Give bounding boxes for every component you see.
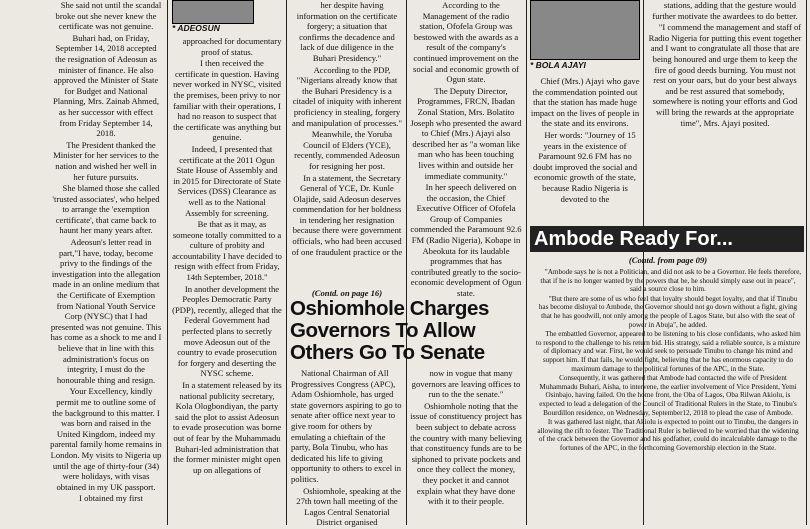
paragraph: In her speech delivered on the occasion, the Chief Executive Officer of Ofofela Group of Companies commended the Paramount 92.6 FM (Radio Nigeria), Kobape in Abeokuta for its laudable programmes that has contributed greatly to the socio-economic development of Ogun state.	[410, 182, 522, 299]
paragraph: Indeed, I presented that certificate at the 2011 Ogun State House of Assembly and in 2015 for Directorate of State Services (DSS) Clearance as well as to the National Assembly for screening.	[173, 143, 281, 218]
continued-label: (Contd. on page 16)	[311, 288, 383, 298]
paragraph: Be that as it may, as someone totally committed to a culture of probity and accountability I have decided to resign with effect from Friday, 14th September, 2018."	[172, 219, 282, 283]
article-column-1	[50, 0, 162, 505]
paragraph: In another development the Peoples Democratic Party (PDP), recently, alleged that the Federal Government had perfected plans to secretly move Adeosun out of the country to evade prosecution for forgery and deserting the NYSC scheme.	[172, 283, 282, 379]
article-column-5	[530, 76, 640, 205]
paragraph: "Ambode says he is not a Politician, and did not ask to be a Governor. He feels therefore, that if he is no longer wanted by the powers that be, he should simply ease out in peace", said a source close to him.	[540, 268, 802, 294]
paragraph: Buhari had, on Friday, September 14, 2018 accepted the resignation of Adeosun as minister of finance. He also approved the Minister of State for Budget and National Planning, Mrs. Zainab Ahmed, as her successor with effect from Friday September 14, 2018.	[53, 32, 159, 139]
paragraph: Adeosun's letter read in part,"I have, today, become privy to the findings of the investigation into the allegation made in an online medium that the Certificate of Exemption from National Youth Service Corp (NYSC) that I had presented was not genuine. This has come as a shock to me and I believe that in line with this administration's focus on integrity, I must do the honourable thing and resign.	[50, 237, 162, 385]
paragraph: stations, adding that the gesture would further motivate the awardees to do better.	[652, 0, 798, 21]
paragraph: "But there are some of us who feel that loyalty should beget loyalty, and that if Tinubu has become disloyal to Ambode, the Governor should not go down without a fight, giving that he has goodwill, not only among the people of Lagos State, but also with the seat of power in Abuja", he added.	[538, 294, 798, 329]
ambode-headline-bar: Ambode Ready For...	[530, 226, 804, 252]
paragraph: It was gathered last night, that Akiolu is expected to point out to Tinubu, the dangers in allowing the rift to fester. The Traditional Ruler is believed to be worried that the widening of the crack between the Governor and his godfather, could do incalculable damage to the fortunes of the APC, in the forthcoming Governorship election in the State.	[537, 418, 799, 452]
column-rule	[167, 0, 168, 525]
paragraph: Your Excellency, kindly permit me to outline some of the background to this matter. I was born and raised in the United Kingdom, indeed my parental family home remains in London. My visits to Nigeria up until the age of thirty-four (34) were holidays, with visas obtained in my UK passport.	[50, 386, 162, 492]
adeosun-photo	[172, 0, 254, 24]
page-edge-rule	[806, 0, 807, 525]
paragraph: According to the PDP, "Nigerians already know that the Buhari Presidency is a citadel of iniquity with inherent proficiency in stealing, forgery and manipulation of processes."	[292, 64, 402, 128]
paragraph: The President thanked the Minister for her services to the nation and wished her well in her future pursuits.	[53, 139, 159, 182]
paragraph: Meanwhile, the Yoruba Council of Elders (YCE), recently, commended Adeosun for resigning her post.	[294, 129, 400, 171]
paragraph: I obtained my first	[79, 493, 143, 504]
paragraph: The embattled Governor, appeared to be listening to his close confidants, who asked him to respond to the challenge to his return bid. His strategy, said a reliable source, is a mixture of diplomacy and war. First, he would seek to persuade Tinubu to change his mind and support him. If that fails, he would fight, believing that he has enormous capacity to do maximum damage to the political fortunes of the APC, in the State.	[535, 330, 801, 373]
photo-caption: * ADEOSUN	[172, 23, 220, 33]
oshiomhole-column-1	[291, 368, 403, 529]
paragraph: Chief (Mrs.) Ajayi who gave the commendation pointed out that the station has made huge impact on the lives of people in the state and its environs.	[530, 76, 640, 129]
ambode-story	[534, 255, 802, 453]
article-column-6	[648, 0, 802, 129]
paragraph: She blamed those she called 'trusted associates', who helped to arrange the 'exemption certificate', that came back to haunt her many years after.	[52, 183, 160, 236]
paragraph: Her words: "Journey of 15 years in the existence of Paramount 92.6 FM has no doubt improved the social and economic growth of the state, because Radio Nigeria is devoted to the	[532, 129, 638, 204]
paragraph: Oshiomhole, speaking at the 27th town hall meeting of the Lagos Central Senatorial District organised	[296, 485, 401, 528]
paragraph: "I commend the management and staff of Radio Nigeria for putting this event together and I want to congratulate all those that are being honoured and urge them to keep the fire of good deeds burning. You must not rest on your oars, but do your best always and be rest assured that somebody, somewhere is noting your efforts and God will bring the rewards at the appropriate time", Mrs. Ajayi posited.	[648, 22, 802, 128]
paragraph: She said not until the scandal broke out she never knew the certificate was not genuine.	[55, 0, 162, 32]
paragraph: National Chairman of All Progressives Congress (APC), Adam Oshiomhole, has urged state governors aspiring to go to senate after office next year to give room for others by emulating a chieftain of the party, Bola Tinubu, who has dedicated his life to giving opportunity to others to excel in politics.	[291, 368, 402, 484]
column-rule	[286, 0, 287, 525]
paragraph: In a statement released by its national publicity secretary, Kola Ologbondiyan, the party said the plot to assist Adeosun to evade prosecution was borne out of fear by the Muhammadu Buhari-led administration that the former minister might open up on allegations of	[172, 380, 282, 475]
article-column-4	[410, 0, 522, 300]
paragraph: According to the Management of the radio station, Ofofela Group was bestowed with the awards as a result of the company's continued improvement on the social and economic growth of Ogun state.	[413, 0, 519, 85]
paragraph: The Deputy Director, Programmes, FRCN, Ibadan Zonal Station, Mrs. Bolatito Joseph who presented the award to Chief (Mrs.) Ajayi also described her as "a woman like man who has been touching lives within and outside her immediate community."	[410, 85, 522, 181]
paragraph: In a statement, the Secretary General of YCE, Dr. Kunle Olajide, said Adeosun deserves commendation for her boldness in tendering her resignation because there were government officials, who had been accused of one fraudulent practice or the	[291, 172, 403, 257]
continued-label: (Contd. from page 09)	[628, 255, 708, 265]
paragraph: I then received the certificate in question. Having never worked in NYSC, visited the premises, been privy to nor familiar with their operations, I had no reason to suspect that the certificate was anything but genuine.	[172, 58, 282, 143]
photo-caption: * BOLA AJAYI	[530, 60, 586, 70]
paragraph: Consequently, it was gathered that Ambode had contacted the wife of President Muhammadu Buhari, Aisha, to intervene, the earlier involvement of Vice President, Yemi Osinbajo, having failed. On the home front, the Oba of Lagos, Oba Rilwan Akiolu, is expected to lead a delegation of the Council of Traditional Rulers in the State, to Tinubu's Bourdillon residence, on Wednesday, September12, 2018 to plead the case of Ambode.	[539, 374, 797, 417]
column-rule	[406, 0, 407, 525]
article-column-3	[291, 0, 403, 258]
paragraph: approached for documentary proof of status.	[182, 36, 282, 57]
article-column-2	[172, 36, 282, 476]
oshiomhole-column-2	[410, 368, 522, 508]
column-rule	[526, 0, 527, 525]
paragraph: now in vogue that many governors are leaving offices to run to the the senate."	[411, 368, 521, 400]
bola-ajayi-photo	[530, 0, 640, 60]
paragraph: Oshiomhole noting that the issue of constituency project has been subject to debate across the country with many believing that constituency funds are to be siphoned to private pockets and once they collect the money, they pocket it and cannot explain what they have done with it to their people.	[410, 400, 522, 507]
oshiomhole-headline: Oshiomhole Charges Governors To Allow Others Go To Senate	[290, 297, 489, 364]
paragraph: her despite having information on the certificate forgery; a situation that confirms the decadence and lack of due diligence in the Buhari Presidency."	[296, 0, 398, 63]
